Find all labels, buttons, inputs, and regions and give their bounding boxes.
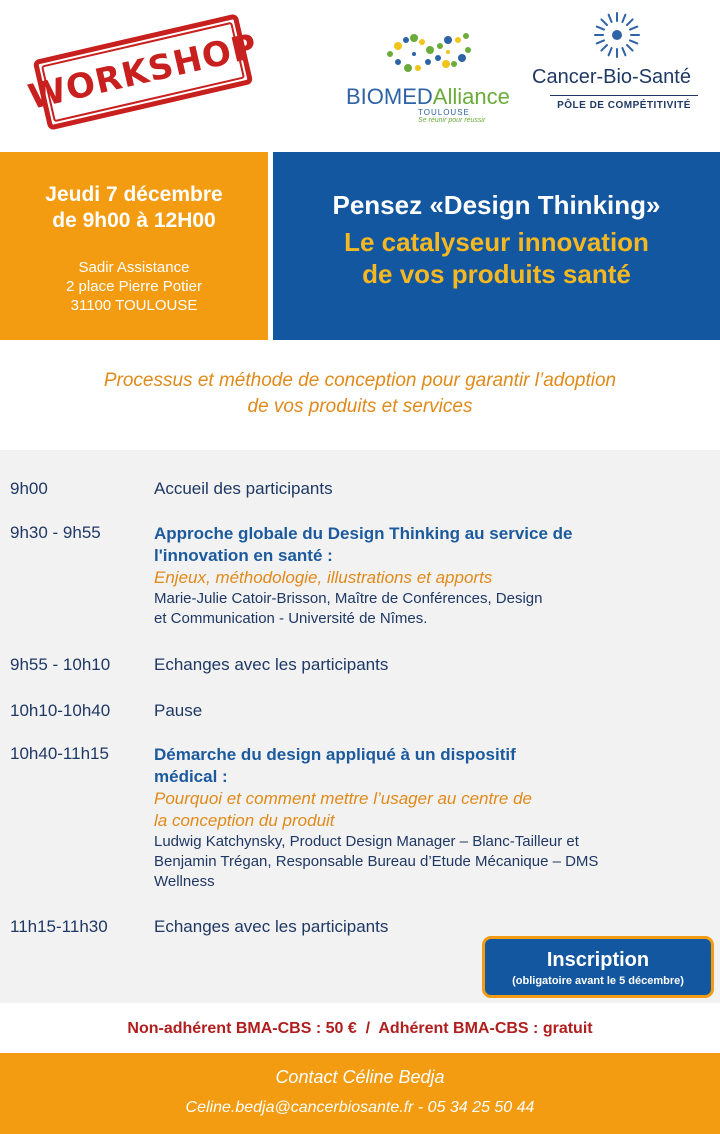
address-line-2: 2 place Pierre Potier: [66, 278, 202, 295]
address-line-3: 31100 TOULOUSE: [70, 297, 198, 314]
program-speaker: et Communication - Université de Nîmes.: [154, 610, 428, 627]
biomed-tagline: Se réunir pour réussir: [418, 117, 486, 124]
subtitle-line-1: Processus et méthode de conception pour garantir l’adoption: [103, 370, 617, 391]
header: [0, 0, 720, 150]
program-title: Echanges avec les participants: [154, 655, 389, 674]
biomed-label: BIOMED: [346, 84, 433, 109]
event-date-day: Jeudi 7 décembre: [45, 183, 223, 206]
event-info-box: [0, 152, 268, 340]
pricing-text: Non-adhérent BMA-CBS : 50 € / Adhérent BMA-CBS : gratuit: [127, 1020, 593, 1037]
inscription-label: Inscription: [546, 949, 650, 971]
program-title: Echanges avec les participants: [154, 917, 389, 936]
program-time: 11h15-11h30: [10, 917, 108, 936]
footer: [0, 1053, 720, 1134]
program-title: médical :: [154, 767, 228, 786]
program-time: 9h00: [10, 479, 48, 498]
program-time: 10h10-10h40: [10, 701, 111, 720]
program-title: Accueil des participants: [154, 479, 333, 498]
dna-helix-icon: [384, 28, 474, 78]
program-time: 9h30 - 9h55: [10, 523, 101, 542]
sunburst-icon: [592, 10, 642, 60]
program-title: Approche globale du Design Thinking au service de: [154, 524, 573, 543]
program-item: [154, 479, 710, 499]
event-address: [0, 258, 268, 315]
program-item: [154, 744, 710, 892]
subtitle-line-2: de vos produits et services: [247, 396, 473, 417]
cancer-bio-sante-logo: [530, 10, 710, 120]
program-title: Pause: [154, 701, 203, 720]
contact-name: Contact Céline Bedja: [275, 1067, 445, 1087]
cancer-bio-sante-subtitle: PÔLE DE COMPÉTITIVITÉ: [557, 100, 691, 111]
program-item: [154, 655, 710, 675]
program-topic: la conception du produit: [154, 811, 335, 830]
title-box: [273, 152, 720, 340]
workshop-stamp-text: WORKSHOP: [41, 22, 245, 123]
event-date: [0, 182, 268, 234]
biomed-alliance-name: [346, 84, 510, 110]
program-topic: Enjeux, méthodologie, illustrations et apports: [154, 568, 493, 587]
title-line-2: Le catalyseur innovation: [344, 227, 649, 257]
title-line-3: de vos produits santé: [362, 259, 631, 289]
divider: [550, 95, 698, 96]
subtitle: [0, 368, 720, 420]
program-title: Démarche du design appliqué à un dispositif: [154, 745, 516, 764]
address-line-1: Sadir Assistance: [78, 259, 190, 276]
program-item: [154, 701, 710, 721]
event-date-hours: de 9h00 à 12H00: [52, 209, 216, 232]
program-item: [154, 917, 710, 937]
cancer-bio-sante-name: Cancer-Bio-Santé: [532, 66, 691, 88]
program-speaker: Ludwig Katchynsky, Product Design Manager – Blanc-Tailleur et: [154, 833, 579, 850]
program-speaker: Benjamin Trégan, Responsable Bureau d’Etude Mécanique – DMS: [154, 853, 599, 870]
program-item: [154, 523, 710, 629]
program-time: 9h55 - 10h10: [10, 655, 111, 674]
biomed-city: TOULOUSE: [418, 108, 470, 117]
page-title: Pensez «Design Thinking»: [332, 190, 661, 220]
program-time: 10h40-11h15: [10, 744, 109, 763]
program-speaker: Marie-Julie Catoir-Brisson, Maître de Conférences, Design: [154, 590, 543, 607]
inscription-button[interactable]: [482, 936, 714, 998]
biomed-alliance-logo: [340, 24, 510, 124]
workshop-stamp: [24, 13, 262, 130]
program-topic: Pourquoi et comment mettre l’usager au centre de: [154, 789, 532, 808]
inscription-note: (obligatoire avant le 5 décembre): [512, 975, 684, 987]
program-title: l'innovation en santé :: [154, 546, 333, 565]
alliance-label: Alliance: [432, 84, 510, 109]
page-title-highlight: [273, 226, 720, 290]
contact-details: Celine.bedja@cancerbiosante.fr - 05 34 25 50 44: [185, 1099, 535, 1116]
program-speaker: Wellness: [154, 873, 215, 890]
